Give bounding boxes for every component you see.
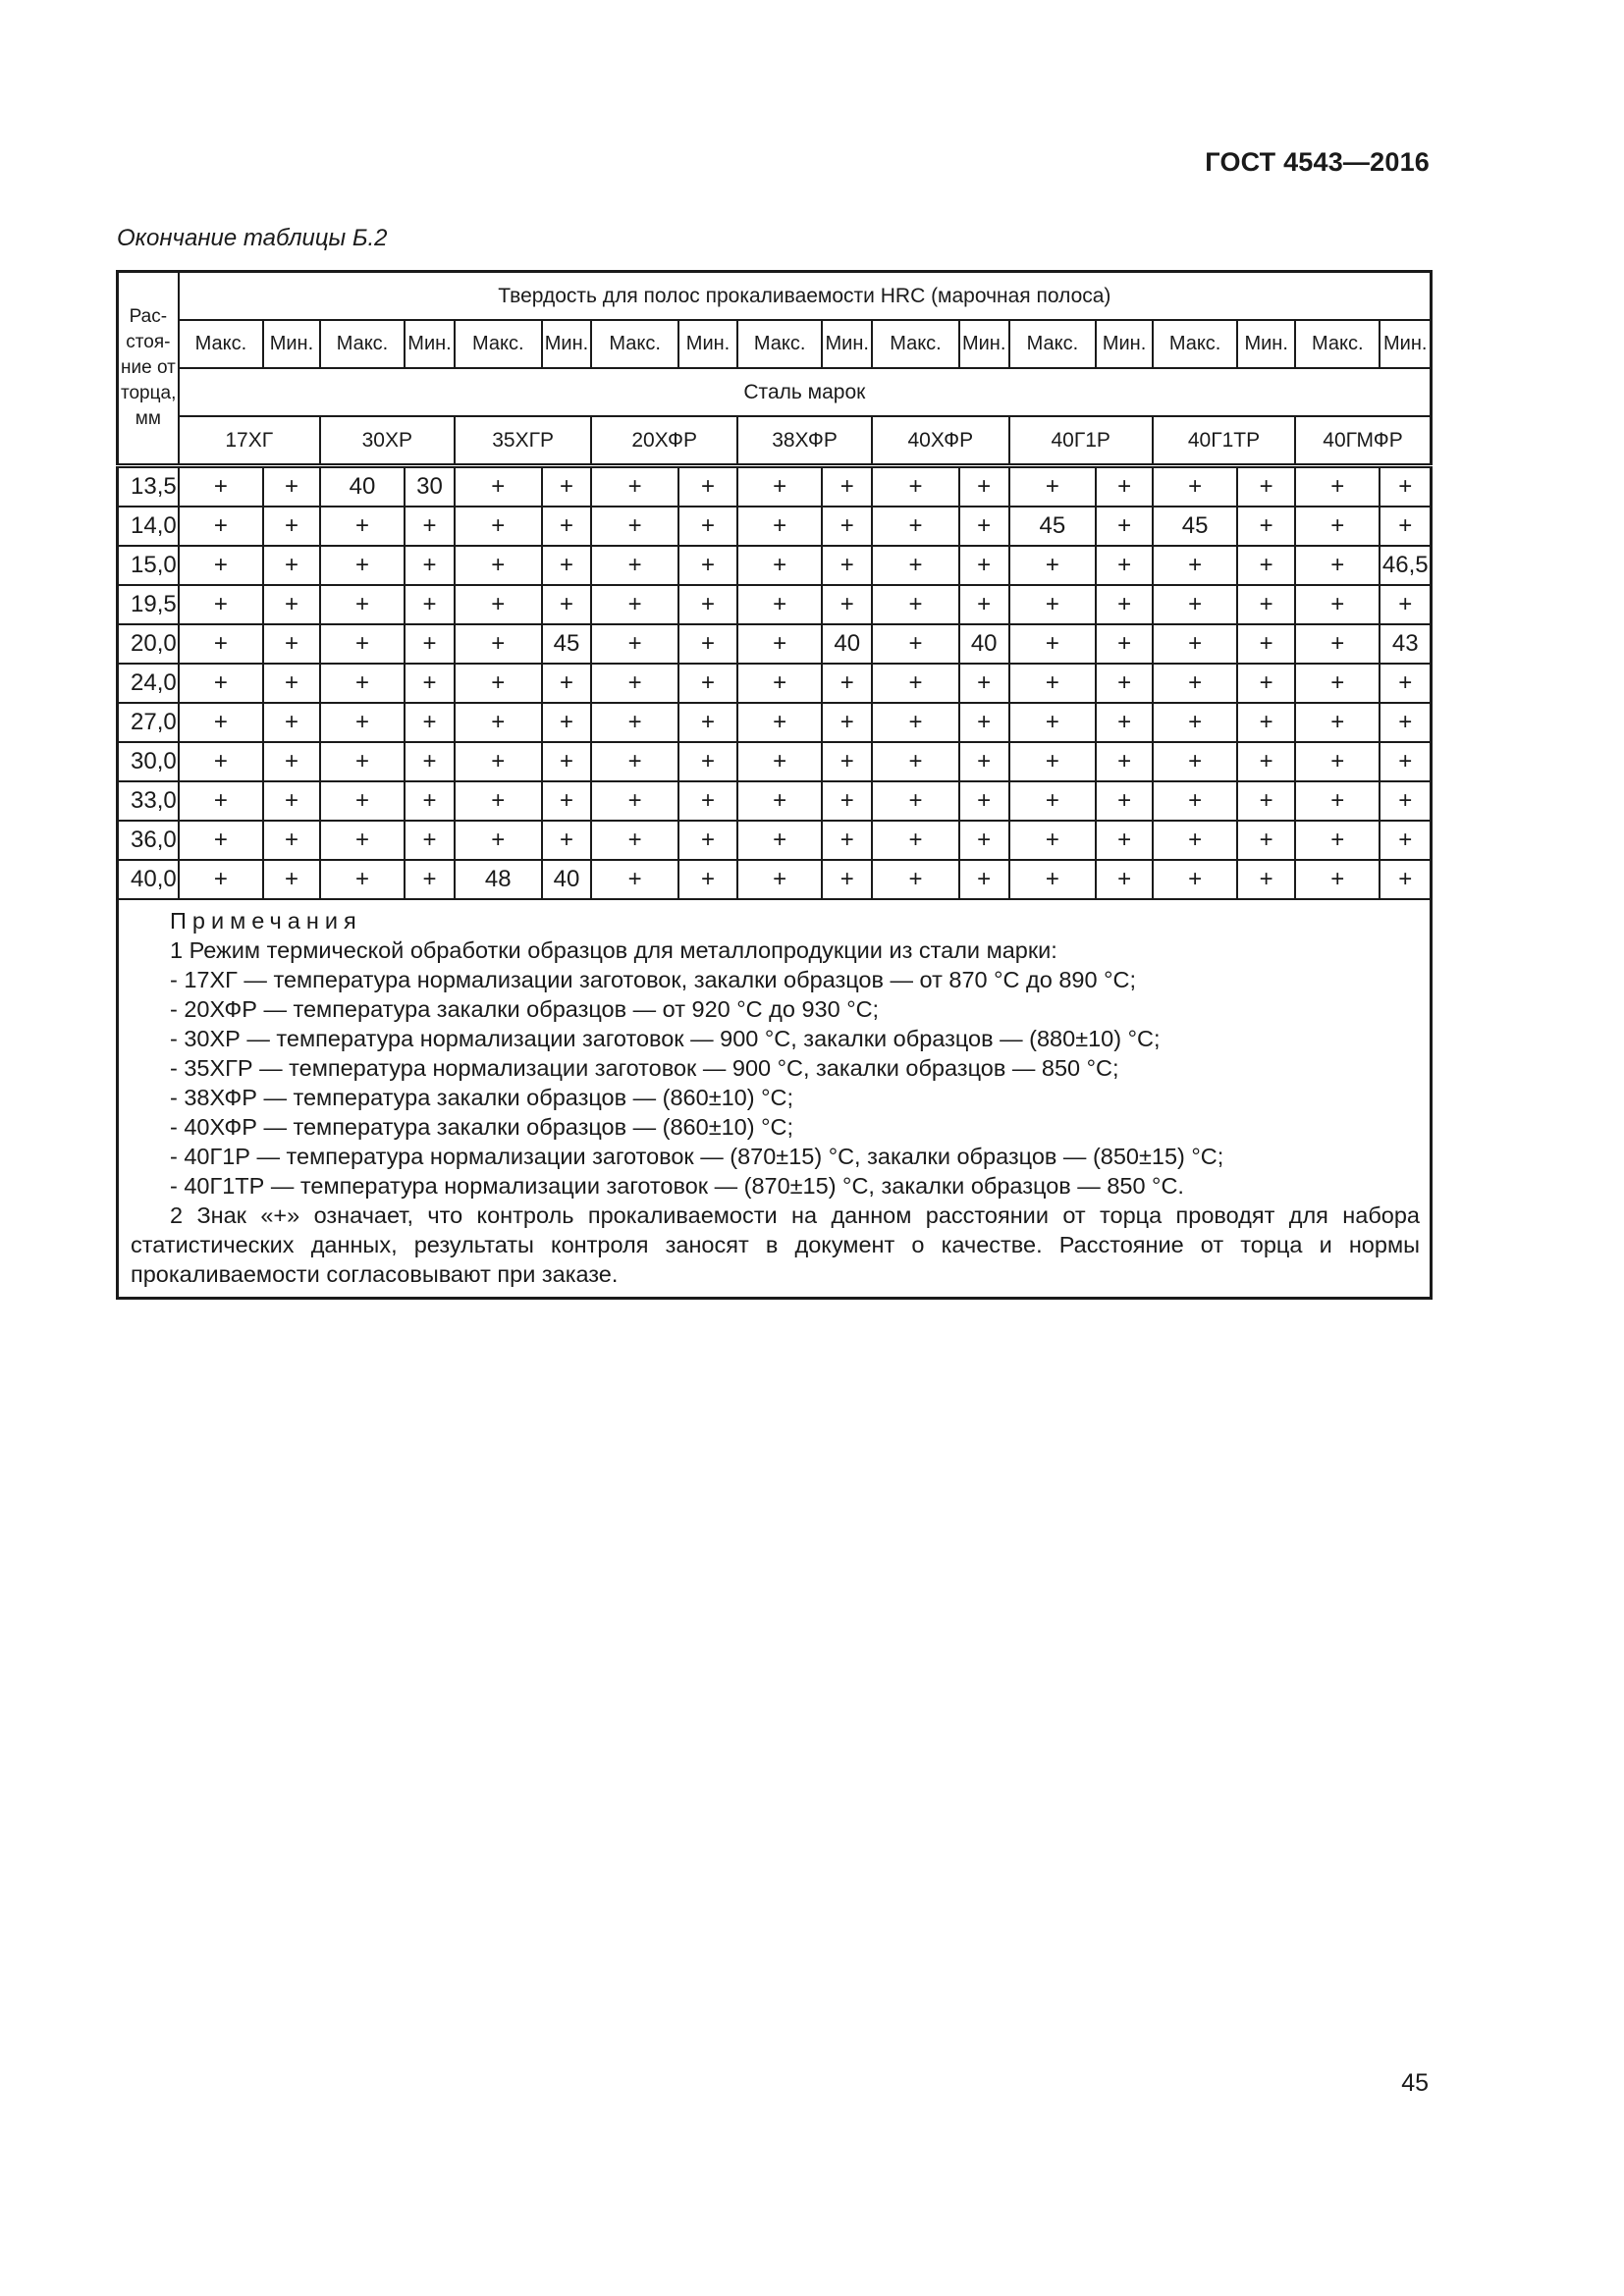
hardness-cell: + xyxy=(1237,703,1295,742)
table-row xyxy=(118,742,1432,781)
hardness-cell: + xyxy=(872,664,959,703)
hardness-cell: + xyxy=(1237,742,1295,781)
hardness-cell: 40 xyxy=(822,624,872,664)
hardness-cell: + xyxy=(455,742,542,781)
hardness-cell: + xyxy=(1153,860,1237,899)
hardness-cell: + xyxy=(1096,624,1153,664)
hardness-cell: + xyxy=(1096,860,1153,899)
hardness-cell: + xyxy=(320,664,405,703)
note-1-item: - 30ХР — температура нормализации заготовок — 900 °С, закалки образцов — (880±10) °С; xyxy=(170,1026,1161,1051)
table-caption: Окончание таблицы Б.2 xyxy=(117,225,388,251)
hardness-cell: + xyxy=(455,507,542,546)
hardness-cell: + xyxy=(737,546,822,585)
hardness-cell: + xyxy=(872,860,959,899)
hardness-cell: + xyxy=(263,821,320,860)
hardness-cell: + xyxy=(959,703,1009,742)
note-2: 2 Знак «+» означает, что контроль прокаливаемости на данном расстоянии от торца проводят для набора статистических данных, результаты контроля заносят в документ о качестве. Расстояние от торца и нормы прокаливаемости согласовывают при заказе. xyxy=(131,1202,1420,1287)
hardness-cell: + xyxy=(405,781,455,821)
hardness-cell: + xyxy=(1009,664,1097,703)
steel-grade-header: 38ХФР xyxy=(737,416,872,466)
hardness-cell: + xyxy=(263,703,320,742)
hardness-cell: + xyxy=(405,664,455,703)
hardness-cell: + xyxy=(1380,507,1431,546)
max-column-header: Макс. xyxy=(455,320,542,368)
hardness-cell: + xyxy=(320,546,405,585)
hardness-cell: + xyxy=(320,742,405,781)
table-row xyxy=(118,860,1432,899)
hardness-cell: + xyxy=(542,585,592,624)
hardness-cell: + xyxy=(320,585,405,624)
hardness-cell: + xyxy=(320,507,405,546)
hardness-cell: + xyxy=(1009,742,1097,781)
hardness-cell: + xyxy=(1380,664,1431,703)
min-column-header: Мин. xyxy=(1096,320,1153,368)
hardness-cell: + xyxy=(1096,821,1153,860)
table-row xyxy=(118,507,1432,546)
hardness-cell: + xyxy=(678,624,737,664)
hardness-cell: + xyxy=(320,860,405,899)
table-row xyxy=(118,624,1432,664)
hardness-cell: + xyxy=(737,624,822,664)
hardness-cell: + xyxy=(405,821,455,860)
hardness-cell: + xyxy=(1009,546,1097,585)
hardness-cell: 40 xyxy=(542,860,592,899)
hardness-cell: 40 xyxy=(959,624,1009,664)
hardness-cell: + xyxy=(678,507,737,546)
hardness-cell: + xyxy=(1295,860,1380,899)
steel-grade-header: 40Г1ТР xyxy=(1153,416,1295,466)
table-title: Твердость для полос прокаливаемости HRC (марочная полоса) xyxy=(179,272,1432,321)
hardness-cell: + xyxy=(1380,821,1431,860)
hardness-cell: + xyxy=(1380,742,1431,781)
distance-cell: 20,0 xyxy=(118,624,179,664)
distance-cell: 30,0 xyxy=(118,742,179,781)
hardness-cell: + xyxy=(737,821,822,860)
document-header: ГОСТ 4543—2016 xyxy=(1205,147,1430,177)
max-column-header: Макс. xyxy=(320,320,405,368)
hardness-cell: + xyxy=(591,624,678,664)
hardness-cell: + xyxy=(320,624,405,664)
hardness-cell: + xyxy=(1295,703,1380,742)
distance-cell: 27,0 xyxy=(118,703,179,742)
hardness-cell: + xyxy=(1295,507,1380,546)
max-column-header: Макс. xyxy=(1295,320,1380,368)
hardness-cell: + xyxy=(542,466,592,507)
hardness-cell: 45 xyxy=(1009,507,1097,546)
min-column-header: Мин. xyxy=(822,320,872,368)
hardness-cell: + xyxy=(542,742,592,781)
hardness-cell: + xyxy=(1237,860,1295,899)
hardness-cell: + xyxy=(1009,624,1097,664)
hardness-cell: + xyxy=(959,664,1009,703)
hardness-cell: + xyxy=(1096,585,1153,624)
hardness-cell: + xyxy=(179,585,263,624)
hardness-cell: + xyxy=(179,703,263,742)
hardness-cell: + xyxy=(591,821,678,860)
hardness-cell: + xyxy=(1295,585,1380,624)
hardness-cell: + xyxy=(405,742,455,781)
hardness-cell: + xyxy=(1153,466,1237,507)
hardness-cell: + xyxy=(959,781,1009,821)
max-column-header: Макс. xyxy=(179,320,263,368)
hardness-cell: + xyxy=(591,507,678,546)
distance-cell: 14,0 xyxy=(118,507,179,546)
hardness-cell: + xyxy=(959,466,1009,507)
hardness-cell: + xyxy=(1380,585,1431,624)
table-row xyxy=(118,664,1432,703)
hardness-cell: 46,5 xyxy=(1380,546,1431,585)
hardness-cell: + xyxy=(405,624,455,664)
hardness-cell: + xyxy=(591,546,678,585)
steel-grade-header: 40ХФР xyxy=(872,416,1008,466)
hardness-cell: + xyxy=(1237,821,1295,860)
hardness-cell: + xyxy=(737,507,822,546)
hardness-cell: + xyxy=(1237,624,1295,664)
hardness-cell: + xyxy=(872,585,959,624)
hardness-cell: + xyxy=(591,466,678,507)
hardness-cell: + xyxy=(591,781,678,821)
max-column-header: Макс. xyxy=(872,320,959,368)
steel-grade-header: 30ХР xyxy=(320,416,455,466)
steel-grade-header: 40Г1Р xyxy=(1009,416,1153,466)
hardness-cell: + xyxy=(405,546,455,585)
hardness-cell: + xyxy=(263,546,320,585)
hardness-cell: + xyxy=(405,585,455,624)
hardness-cell: + xyxy=(1237,466,1295,507)
table-row xyxy=(118,585,1432,624)
hardness-cell: + xyxy=(1295,781,1380,821)
min-column-header: Мин. xyxy=(959,320,1009,368)
hardenability-table-wrapper xyxy=(116,270,1433,1300)
hardness-cell: 30 xyxy=(405,466,455,507)
distance-column-header xyxy=(118,272,179,466)
hardness-cell: + xyxy=(542,664,592,703)
hardness-cell: + xyxy=(1380,466,1431,507)
hardness-cell: + xyxy=(455,466,542,507)
hardness-cell: + xyxy=(1237,585,1295,624)
hardness-cell: + xyxy=(1380,860,1431,899)
note-1-item: - 17ХГ — температура нормализации заготовок, закалки образцов — от 870 °С до 890 °С; xyxy=(170,967,1136,992)
distance-header-line: стоя- xyxy=(126,332,171,352)
hardness-cell: + xyxy=(1096,664,1153,703)
hardness-cell: + xyxy=(1096,703,1153,742)
hardness-cell: + xyxy=(737,703,822,742)
hardness-cell: + xyxy=(1096,466,1153,507)
hardness-cell: + xyxy=(263,466,320,507)
hardness-cell: + xyxy=(320,821,405,860)
steel-grade-header: 20ХФР xyxy=(591,416,737,466)
note-1-item: - 40Г1ТР — температура нормализации заготовок — (870±15) °С, закалки образцов — 850 °С. xyxy=(170,1173,1184,1199)
hardness-cell: + xyxy=(179,466,263,507)
hardness-cell: + xyxy=(1009,821,1097,860)
hardness-cell: + xyxy=(542,781,592,821)
hardness-cell: + xyxy=(179,821,263,860)
hardness-cell: + xyxy=(822,546,872,585)
hardness-cell: + xyxy=(591,742,678,781)
hardness-cell: + xyxy=(872,466,959,507)
hardness-cell: + xyxy=(737,860,822,899)
hardness-cell: + xyxy=(542,507,592,546)
table-row xyxy=(118,546,1432,585)
hardness-cell: + xyxy=(872,781,959,821)
hardness-cell: + xyxy=(737,585,822,624)
hardness-cell: + xyxy=(542,546,592,585)
note-1-item: - 38ХФР — температура закалки образцов — (860±10) °С; xyxy=(170,1085,793,1110)
hardness-cell: + xyxy=(455,585,542,624)
hardness-cell: + xyxy=(822,507,872,546)
note-1-item: - 35ХГР — температура нормализации заготовок — 900 °С, закалки образцов — 850 °С; xyxy=(170,1055,1119,1081)
hardness-cell: + xyxy=(1237,781,1295,821)
hardness-cell: + xyxy=(822,664,872,703)
hardness-cell: + xyxy=(1380,703,1431,742)
hardness-cell: + xyxy=(1153,664,1237,703)
hardness-cell: + xyxy=(179,546,263,585)
min-column-header: Мин. xyxy=(263,320,320,368)
hardness-cell: + xyxy=(1009,860,1097,899)
hardness-cell: + xyxy=(263,507,320,546)
min-column-header: Мин. xyxy=(405,320,455,368)
hardness-cell: 40 xyxy=(320,466,405,507)
hardness-cell: + xyxy=(872,624,959,664)
min-column-header: Мин. xyxy=(542,320,592,368)
hardness-cell: + xyxy=(822,585,872,624)
note-1-intro: 1 Режим термической обработки образцов для металлопродукции из стали марки: xyxy=(170,937,1057,963)
distance-cell: 15,0 xyxy=(118,546,179,585)
hardness-cell: + xyxy=(455,624,542,664)
distance-header-line: торца, xyxy=(121,383,177,403)
hardness-cell: + xyxy=(822,703,872,742)
max-column-header: Макс. xyxy=(1153,320,1237,368)
hardness-cell: + xyxy=(179,860,263,899)
hardness-cell: + xyxy=(872,742,959,781)
hardness-cell: + xyxy=(1096,781,1153,821)
max-column-header: Макс. xyxy=(1009,320,1097,368)
min-column-header: Мин. xyxy=(1237,320,1295,368)
hardness-cell: + xyxy=(1009,585,1097,624)
hardness-cell: + xyxy=(1009,703,1097,742)
hardness-cell: + xyxy=(872,703,959,742)
distance-header-line: мм xyxy=(135,408,161,429)
table-row xyxy=(118,821,1432,860)
distance-cell: 36,0 xyxy=(118,821,179,860)
distance-cell: 24,0 xyxy=(118,664,179,703)
hardness-cell: + xyxy=(263,781,320,821)
hardness-cell: + xyxy=(737,664,822,703)
hardness-cell: + xyxy=(678,664,737,703)
hardness-cell: + xyxy=(591,860,678,899)
hardness-cell: + xyxy=(455,821,542,860)
hardness-cell: + xyxy=(263,860,320,899)
note-1-items xyxy=(131,965,1420,1201)
distance-cell: 40,0 xyxy=(118,860,179,899)
page-number: 45 xyxy=(1401,2069,1429,2097)
hardness-cell: + xyxy=(1153,781,1237,821)
max-column-header: Макс. xyxy=(591,320,678,368)
hardness-cell: + xyxy=(678,860,737,899)
hardness-cell: + xyxy=(455,781,542,821)
hardness-cell: + xyxy=(1380,781,1431,821)
hardness-cell: + xyxy=(872,821,959,860)
hardness-cell: + xyxy=(1153,585,1237,624)
hardness-cell: + xyxy=(179,742,263,781)
hardness-cell: + xyxy=(1295,546,1380,585)
hardness-cell: 45 xyxy=(1153,507,1237,546)
hardenability-table xyxy=(116,270,1433,1300)
hardness-cell: + xyxy=(1153,821,1237,860)
hardness-cell: + xyxy=(1237,507,1295,546)
hardness-cell: + xyxy=(405,703,455,742)
hardness-cell: + xyxy=(320,781,405,821)
hardness-cell: + xyxy=(591,664,678,703)
table-row xyxy=(118,781,1432,821)
hardness-cell: + xyxy=(1153,703,1237,742)
hardness-cell: + xyxy=(1237,546,1295,585)
hardness-cell: + xyxy=(872,507,959,546)
hardness-cell: + xyxy=(678,546,737,585)
hardness-cell: + xyxy=(1096,507,1153,546)
hardness-cell: + xyxy=(1237,664,1295,703)
hardness-cell: + xyxy=(320,703,405,742)
hardness-cell: + xyxy=(678,703,737,742)
hardness-cell: + xyxy=(455,546,542,585)
hardness-cell: + xyxy=(959,742,1009,781)
hardness-cell: + xyxy=(405,507,455,546)
steel-grade-header: 40ГМФР xyxy=(1295,416,1431,466)
notes-title: Примечания xyxy=(170,908,362,934)
hardness-cell: + xyxy=(822,466,872,507)
hardness-cell: + xyxy=(455,703,542,742)
hardness-cell: + xyxy=(179,664,263,703)
hardness-cell: + xyxy=(263,742,320,781)
hardness-cell: + xyxy=(678,742,737,781)
hardness-cell: + xyxy=(822,860,872,899)
max-column-header: Макс. xyxy=(737,320,822,368)
hardness-cell: + xyxy=(822,821,872,860)
hardness-cell: + xyxy=(542,703,592,742)
hardness-cell: + xyxy=(1295,742,1380,781)
hardness-cell: + xyxy=(455,664,542,703)
hardness-cell: 43 xyxy=(1380,624,1431,664)
min-column-header: Мин. xyxy=(678,320,737,368)
hardness-cell: + xyxy=(1295,466,1380,507)
table-row xyxy=(118,466,1432,507)
hardness-cell: + xyxy=(263,585,320,624)
hardness-cell: + xyxy=(1295,821,1380,860)
distance-cell: 13,5 xyxy=(118,466,179,507)
hardness-cell: + xyxy=(1153,624,1237,664)
hardness-cell: + xyxy=(1096,546,1153,585)
hardness-cell: + xyxy=(959,546,1009,585)
hardness-cell: + xyxy=(263,664,320,703)
hardness-cell: 45 xyxy=(542,624,592,664)
notes-cell xyxy=(118,899,1432,1299)
hardness-cell: + xyxy=(737,781,822,821)
hardness-cell: + xyxy=(678,821,737,860)
hardness-cell: + xyxy=(263,624,320,664)
hardness-cell: + xyxy=(1295,664,1380,703)
table-row xyxy=(118,703,1432,742)
distance-header-line: Рас- xyxy=(129,306,168,327)
distance-cell: 33,0 xyxy=(118,781,179,821)
hardness-cell: + xyxy=(872,546,959,585)
hardness-cell: + xyxy=(1295,624,1380,664)
steel-grades-label: Сталь марок xyxy=(179,368,1432,416)
hardness-cell: 48 xyxy=(455,860,542,899)
hardness-cell: + xyxy=(1153,742,1237,781)
note-1-item: - 40Г1Р — температура нормализации заготовок — (870±15) °С, закалки образцов — (850±15) °С; xyxy=(170,1144,1224,1169)
distance-cell: 19,5 xyxy=(118,585,179,624)
hardness-cell: + xyxy=(591,703,678,742)
note-1-item: - 40ХФР — температура закалки образцов — (860±10) °С; xyxy=(170,1114,793,1140)
hardness-cell: + xyxy=(405,860,455,899)
hardness-cell: + xyxy=(678,585,737,624)
hardness-cell: + xyxy=(1009,466,1097,507)
steel-grade-header: 35ХГР xyxy=(455,416,591,466)
distance-header-line: ние от xyxy=(121,357,176,378)
hardness-cell: + xyxy=(179,781,263,821)
hardness-cell: + xyxy=(822,781,872,821)
steel-grade-header: 17ХГ xyxy=(179,416,320,466)
note-1-item: - 20ХФР — температура закалки образцов — от 920 °С до 930 °С; xyxy=(170,996,880,1022)
hardness-cell: + xyxy=(1009,781,1097,821)
hardness-cell: + xyxy=(1153,546,1237,585)
hardness-cell: + xyxy=(542,821,592,860)
hardness-cell: + xyxy=(959,821,1009,860)
hardness-cell: + xyxy=(179,624,263,664)
hardness-cell: + xyxy=(179,507,263,546)
hardness-cell: + xyxy=(591,585,678,624)
hardness-cell: + xyxy=(678,466,737,507)
hardness-cell: + xyxy=(737,466,822,507)
min-column-header: Мин. xyxy=(1380,320,1431,368)
hardness-cell: + xyxy=(959,507,1009,546)
hardness-cell: + xyxy=(678,781,737,821)
hardness-cell: + xyxy=(737,742,822,781)
hardness-cell: + xyxy=(959,585,1009,624)
hardness-cell: + xyxy=(959,860,1009,899)
hardness-cell: + xyxy=(1096,742,1153,781)
hardness-cell: + xyxy=(822,742,872,781)
